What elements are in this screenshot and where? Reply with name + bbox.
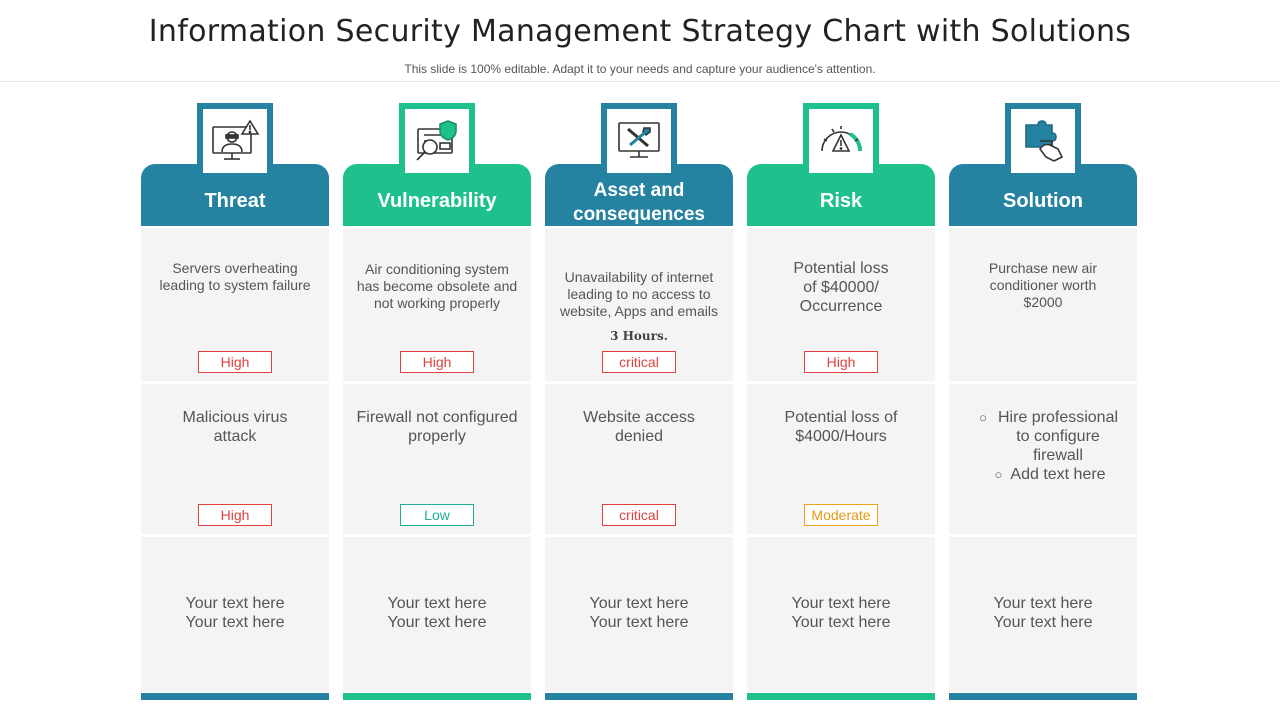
cell-text-line: Your text here (387, 595, 487, 612)
bullet-item (959, 408, 1127, 465)
column-solution (949, 100, 1137, 700)
severity-badge: High (198, 351, 272, 373)
cell-text-line: Your text here (387, 614, 487, 631)
icon-frame (399, 103, 475, 179)
cell-text-line: Your text here (589, 595, 689, 612)
severity-badge: High (198, 504, 272, 526)
bullet-text: Add text here (1010, 466, 1106, 483)
cell-risk-row2 (747, 384, 935, 534)
cell-solution-row3 (949, 537, 1137, 692)
column-header: Asset and consequences (545, 164, 733, 226)
bullet-text: Hire professional to configure firewall (997, 409, 1119, 464)
cell-text: Website access denied (583, 409, 695, 445)
cell-vulnerability-row2 (343, 384, 531, 534)
cell-text: Air conditioning system has become obsolete and not working properly (356, 261, 518, 311)
cell-text-line: Your text here (185, 614, 285, 631)
icon-frame (197, 103, 273, 179)
cell-text: Unavailability of internet leading to no access to website, Apps and emails (560, 269, 718, 319)
cell-threat-row3 (141, 537, 329, 692)
severity-badge: Low (400, 504, 474, 526)
cell-text-line: Your text here (993, 614, 1093, 631)
cell-text: Servers overheating leading to system failure (159, 260, 311, 293)
cell-text: Purchase new air conditioner worth $2000 (988, 260, 1098, 310)
icon-frame (803, 103, 879, 179)
cell-asset-row3 (545, 537, 733, 692)
cell-text: Firewall not configured properly (356, 409, 518, 445)
cell-risk-row1 (747, 228, 935, 381)
circle-bullet-icon: ○ (979, 410, 987, 425)
column-bottom-bar (343, 693, 531, 700)
column-vulnerability (343, 100, 531, 700)
cell-note: 3 Hours. (610, 329, 668, 343)
cell-asset-row1 (545, 228, 733, 381)
severity-badge: Moderate (804, 504, 878, 526)
column-header: Threat (141, 164, 329, 226)
cell-text-line: Your text here (791, 614, 891, 631)
cell-text: Potential loss of $40000/ Occurrence (793, 260, 889, 315)
cell-vulnerability-row3 (343, 537, 531, 692)
icon-frame (601, 103, 677, 179)
monitor-tools-icon (614, 119, 664, 163)
cell-threat-row2 (141, 384, 329, 534)
circle-bullet-icon: ○ (994, 467, 1003, 482)
bullet-list (959, 408, 1127, 484)
shield-magnifier-icon (412, 119, 462, 163)
severity-badge: critical (602, 351, 676, 373)
severity-badge: critical (602, 504, 676, 526)
column-asset-consequences (545, 100, 733, 700)
column-bottom-bar (949, 693, 1137, 700)
column-bottom-bar (545, 693, 733, 700)
cell-text: Malicious virus attack (182, 409, 288, 445)
cell-text-line: Your text here (589, 614, 689, 631)
icon-frame (1005, 103, 1081, 179)
cell-text-line: Your text here (993, 595, 1093, 612)
column-header: Risk (747, 164, 935, 226)
puzzle-hand-icon (1018, 119, 1068, 163)
cell-vulnerability-row1 (343, 228, 531, 381)
severity-badge: High (804, 351, 878, 373)
slide-subtitle: This slide is 100% editable. Adapt it to your needs and capture your audience's attention. (404, 62, 876, 76)
cell-text-line: Your text here (185, 595, 285, 612)
hacker-warning-icon (210, 119, 260, 163)
gauge-warning-icon (816, 119, 866, 163)
severity-badge: High (400, 351, 474, 373)
slide-title: Information Security Management Strategy Chart with Solutions (148, 14, 1132, 49)
cell-asset-row2 (545, 384, 733, 534)
cell-text: Potential loss of $4000/Hours (784, 409, 898, 445)
title-divider (0, 81, 1280, 82)
column-header: Solution (949, 164, 1137, 226)
column-risk (747, 100, 935, 700)
column-bottom-bar (747, 693, 935, 700)
column-header: Vulnerability (343, 164, 531, 226)
column-bottom-bar (141, 693, 329, 700)
cell-text-line: Your text here (791, 595, 891, 612)
cell-solution-row1 (949, 228, 1137, 381)
cell-risk-row3 (747, 537, 935, 692)
column-threat (141, 100, 329, 700)
cell-solution-row2 (949, 384, 1137, 534)
bullet-item (959, 465, 1127, 484)
cell-threat-row1 (141, 228, 329, 381)
